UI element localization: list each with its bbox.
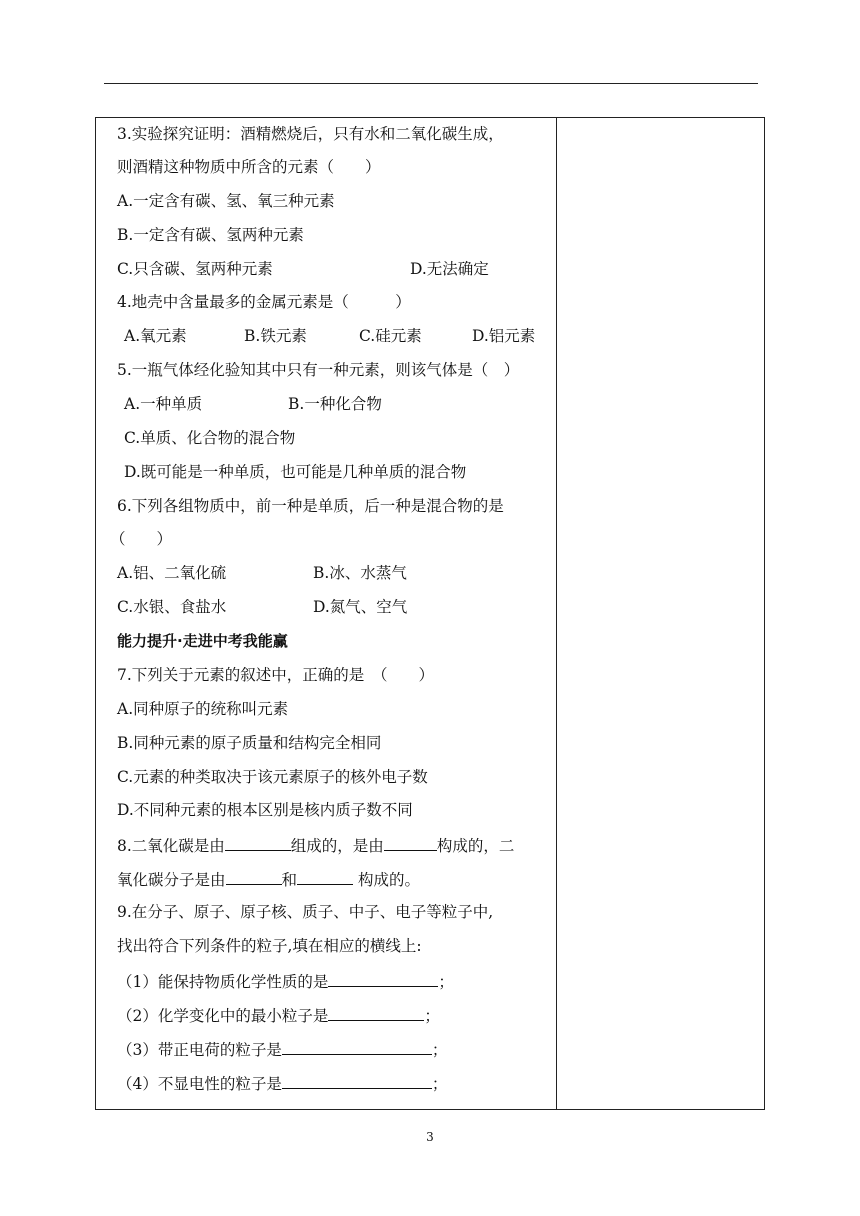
q8-blank-4[interactable]: [297, 868, 353, 885]
q5-option-a: A.一种单质: [124, 395, 203, 413]
q5-option-c: C.单质、化合物的混合物: [124, 429, 296, 447]
section-title: 能力提升·走进中考我能赢: [117, 632, 288, 650]
q4-option-c: C.硅元素: [359, 327, 422, 345]
q6-option-a: A.铝、二氧化硫: [117, 564, 227, 582]
q8-blank-2[interactable]: [384, 834, 437, 851]
q6-option-d: D.氮气、空气: [313, 598, 408, 616]
q5-stem: 5.一瓶气体经化验知其中只有一种元素，则该气体是（ ）: [117, 361, 520, 379]
q9-item-1-label: （1）能保持物质化学性质的是: [117, 973, 329, 991]
q8-line1: [117, 834, 514, 856]
q3-stem-line2: 则酒精这种物质中所含的元素（ ）: [117, 158, 381, 176]
q7-option-b: B.同种元素的原子质量和结构完全相同: [117, 734, 382, 752]
q9-item-4-end: ；: [431, 1075, 448, 1093]
q8-text-3: 构成的，二: [436, 837, 515, 855]
q9-item-3-label: （3）带正电荷的粒子是: [117, 1041, 282, 1059]
q3-option-b: B.一定含有碳、氢两种元素: [117, 226, 304, 244]
q4-option-a: A.氧元素: [124, 327, 187, 345]
q6-option-b: B.冰、水蒸气: [313, 564, 407, 582]
q8-blank-1[interactable]: [225, 834, 291, 851]
q5-option-b: B.一种化合物: [288, 395, 382, 413]
q4-option-d: D.铝元素: [472, 327, 536, 345]
q9-blank-1[interactable]: [328, 970, 438, 987]
q4-option-b: B.铁元素: [244, 327, 307, 345]
q3-option-a: A.一定含有碳、氢、氧三种元素: [117, 192, 335, 210]
q3-option-c: C.只含碳、氢两种元素: [117, 260, 273, 278]
q9-blank-4[interactable]: [282, 1072, 432, 1089]
q9-item-1-end: ；: [438, 973, 454, 991]
q9-blank-2[interactable]: [328, 1004, 424, 1021]
q9-stem-line1: 9.在分子、原子、原子核、质子、中子、电子等粒子中,: [117, 903, 494, 921]
q9-item-2-label: （2）化学变化中的最小粒子是: [117, 1007, 329, 1025]
q7-stem: 7.下列关于元素的叙述中，正确的是 （ ）: [117, 666, 435, 684]
q3-option-d: D.无法确定: [410, 260, 489, 278]
q8-text-2: 组成的，是由: [290, 837, 384, 855]
q9-item-2-end: ；: [424, 1007, 440, 1025]
q3-stem-line1: 3.实验探究证明：酒精燃烧后，只有水和二氧化碳生成，: [117, 125, 504, 143]
q9-item-1: [117, 970, 454, 992]
q4-stem: 4.地壳中含量最多的金属元素是（ ）: [117, 293, 411, 311]
q5-option-d: D.既可能是一种单质，也可能是几种单质的混合物: [124, 463, 467, 481]
q9-item-2: [117, 1004, 440, 1026]
q9-blank-3[interactable]: [282, 1038, 432, 1055]
page-number: 3: [426, 1130, 434, 1144]
q9-item-3-end: ；: [431, 1041, 448, 1059]
q6-stem-line2: （ ）: [110, 530, 173, 548]
q8-text-4: 氧化碳分子是由: [117, 871, 226, 889]
q9-item-4-label: （4）不显电性的粒子是: [117, 1075, 282, 1093]
q8-text-6: 构成的。: [357, 871, 420, 889]
q8-text-5: 和: [281, 871, 298, 889]
q7-option-d: D.不同种元素的根本区别是核内质子数不同: [117, 801, 413, 819]
q9-stem-line2: 找出符合下列条件的粒子,填在相应的横线上:: [117, 937, 422, 955]
q7-option-c: C.元素的种类取决于该元素原子的核外电子数: [117, 768, 428, 786]
q8-line2: [117, 868, 420, 890]
q9-item-4: [117, 1072, 447, 1094]
q9-item-3: [117, 1038, 447, 1060]
q7-option-a: A.同种原子的统称叫元素: [117, 700, 289, 718]
q6-stem-line1: 6.下列各组物质中，前一种是单质，后一种是混合物的是: [117, 497, 504, 515]
q6-option-c: C.水银、食盐水: [117, 598, 227, 616]
q8-blank-3[interactable]: [226, 868, 282, 885]
q8-text-1: 8.二氧化碳是由: [117, 837, 225, 855]
